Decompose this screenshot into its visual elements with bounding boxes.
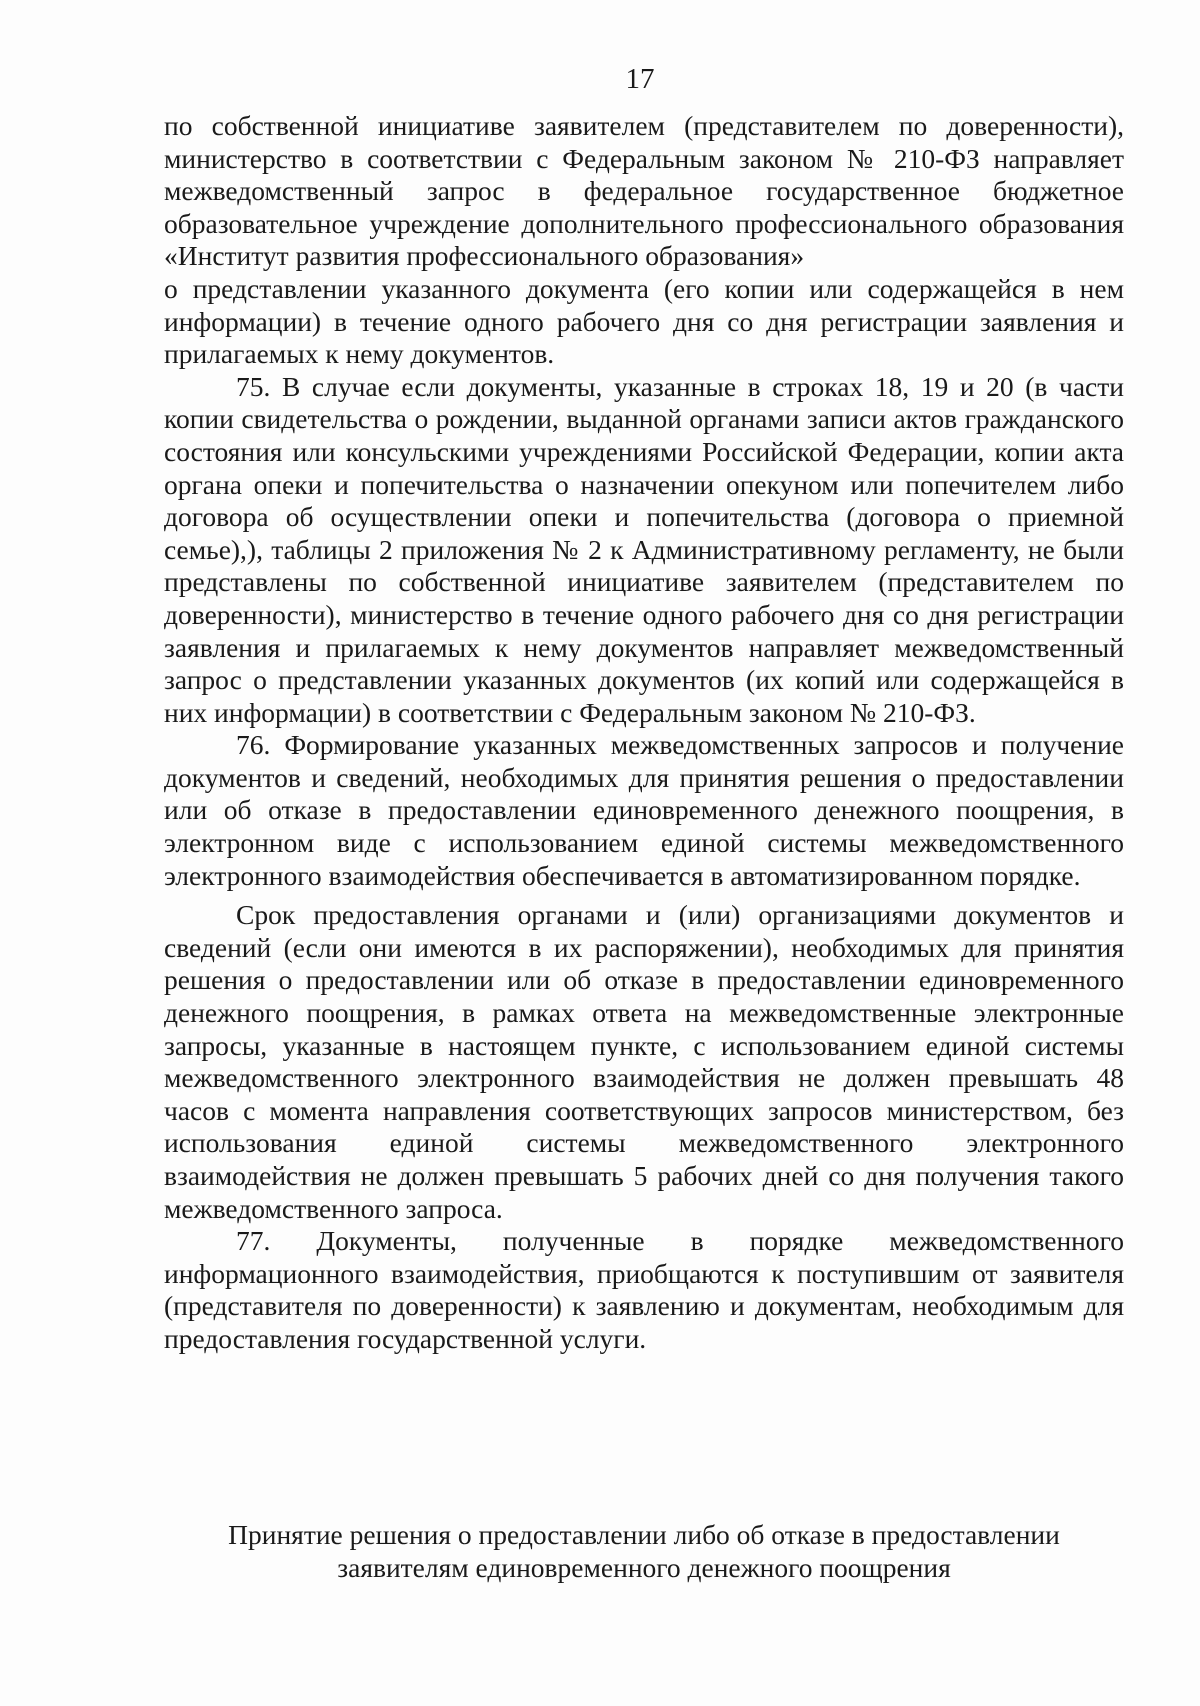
section-heading-line-1: Принятие решения о предоставлении либо об отказе в предоставлении <box>228 1519 1060 1550</box>
section-heading-line-2: заявителям единовременного денежного поощрения <box>337 1552 951 1583</box>
page-number: 17 <box>625 63 655 95</box>
paragraph-77: 77. Документы, полученные в порядке межведомственного информационного взаимодействия, приобщаются к поступившим от заявителя (представителя по доверенности) к заявлению и документам, необходимым для предоставления государственной услуги. <box>164 1225 1124 1354</box>
paragraph-76: 76. Формирование указанных межведомственных запросов и получение документов и сведений, необходимых для принятия решения о предоставлении или об отказе в предоставлении единовременного денежного поощрения, в электронном виде с использованием единой системы межведомственного электронного взаимодействия обеспечивается в автоматизированном порядке. <box>164 729 1124 891</box>
paragraph-76-term: Срок предоставления органами и (или) организациями документов и сведений (если они имеются в их распоряжении), необходимых для принятия решения о предоставлении или об отказе в предоставлении единовременного денежного поощрения, в рамках ответа на межведомственные электронные запросы, указанные в настоящем пункте, с использованием единой системы межведомственного электронного взаимодействия не должен превышать 48 часов с момента направления соответствующих запросов министерством, без использования единой системы межведомственного электронного взаимодействия не должен превышать 5 рабочих дней со дня получения такого межведомственного запроса. <box>164 899 1124 1224</box>
document-body <box>164 110 1124 1356</box>
section-heading <box>164 1518 1124 1584</box>
paragraph-continuation-2: о представлении указанного документа (его копии или содержащейся в нем информации) в течение одного рабочего дня со дня регистрации заявления и прилагаемых к нему документов. <box>164 272 1124 370</box>
paragraph-75: 75. В случае если документы, указанные в строках 18, 19 и 20 (в части копии свидетельства о рождении, выданной органами записи актов гражданского состояния или консульскими учреждениями Российской Федерации, копии акта органа опеки и попечительства о назначении опекуном или попечителем либо договора об осуществлении опеки и попечительства (договора о приемной семье),), таблицы 2 приложения № 2 к Административному регламенту, не были представлены по собственной инициативе заявителем (представителем по доверенности), министерство в течение одного рабочего дня со дня регистрации заявления и прилагаемых к нему документов направляет межведомственный запрос о представлении указанных документов (их копий или содержащейся в них информации) в соответствии с Федеральным законом № 210-ФЗ. <box>164 370 1124 728</box>
paragraph-continuation-1: по собственной инициативе заявителем (представителем по доверенности), министерство в соответствии с Федеральным законом № 210-ФЗ направляет межведомственный запрос в федеральное государственное бюджетное образовательное учреждение дополнительного профессионального образования «Институт развития профессионального образования» <box>164 110 1124 272</box>
